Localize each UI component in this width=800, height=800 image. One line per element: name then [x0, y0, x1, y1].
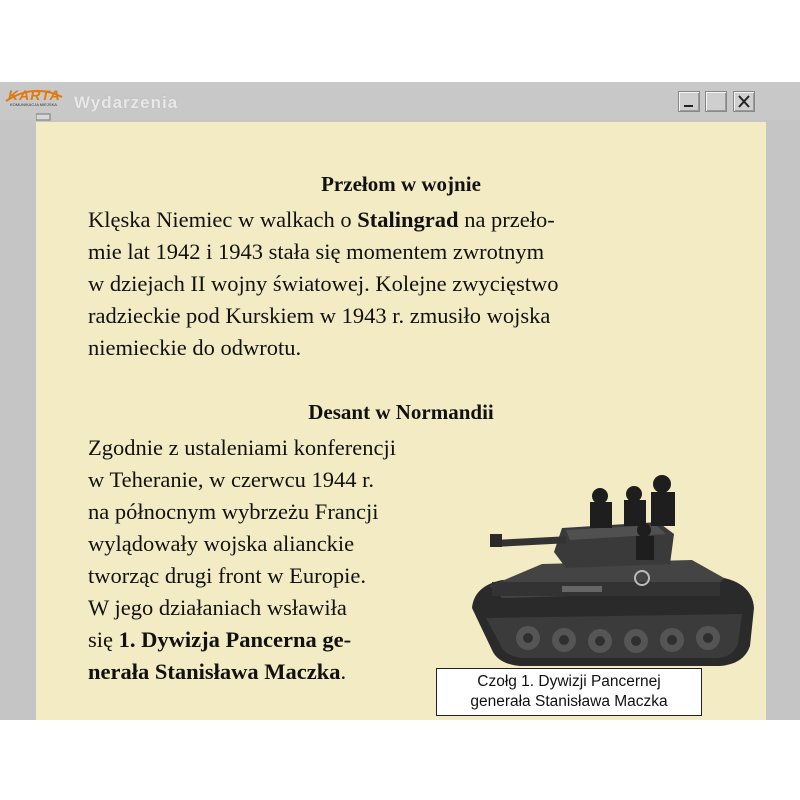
events-window [0, 82, 800, 720]
section-heading-turning-point: Przełom w wojnie [321, 172, 481, 196]
maximize-button[interactable] [705, 91, 727, 112]
text-line: się 1. Dywizja Pancerna ge- [88, 627, 352, 652]
text-line: niemieckie do odwrotu. [88, 335, 302, 360]
text-line: mie lat 1942 i 1943 stała się momentem zwrotnym [88, 239, 545, 264]
caption-line: generała Stanisława Maczka [470, 693, 668, 710]
text-line: W jego działaniach wsławiła [88, 595, 347, 620]
text-line: Klęska Niemiec w walkach o Stalingrad na przeło- [88, 207, 555, 232]
minimize-button[interactable] [678, 91, 700, 112]
window-title: Wydarzenia [74, 93, 179, 112]
window-menu-icon[interactable] [36, 108, 52, 116]
text-line: w Teheranie, w czerwcu 1944 r. [88, 467, 375, 492]
text-line: wylądowały wojska alianckie [88, 531, 355, 556]
text-line: Zgodnie z ustaleniami konferencji [88, 435, 397, 460]
normandy-text [88, 432, 488, 688]
text-line: tworząc drugi front w Europie. [88, 563, 367, 588]
photo-caption [436, 668, 702, 716]
text-line: w dziejach II wojny światowej. Kolejne zwycięstwo [88, 271, 559, 296]
turning-point-text [88, 204, 728, 364]
section-heading-normandy: Desant w Normandii [308, 400, 494, 424]
content-panel [36, 122, 766, 720]
karta-logo: KARTA KOMUNIKACJA MIEJSKA [8, 87, 61, 107]
text-line: nerała Stanisława Maczka. [88, 659, 347, 684]
text-line: radzieckie pod Kurskiem w 1943 r. zmusiło wojska [88, 303, 551, 328]
tank-photo [462, 468, 762, 673]
close-button[interactable] [733, 91, 755, 112]
caption-line: Czołg 1. Dywizji Pancernej [477, 673, 661, 690]
minimize-icon [679, 92, 699, 111]
maximize-icon [706, 92, 726, 111]
title-bar[interactable] [0, 82, 800, 120]
close-icon [734, 92, 754, 111]
text-line: na północnym wybrzeżu Francji [88, 499, 379, 524]
